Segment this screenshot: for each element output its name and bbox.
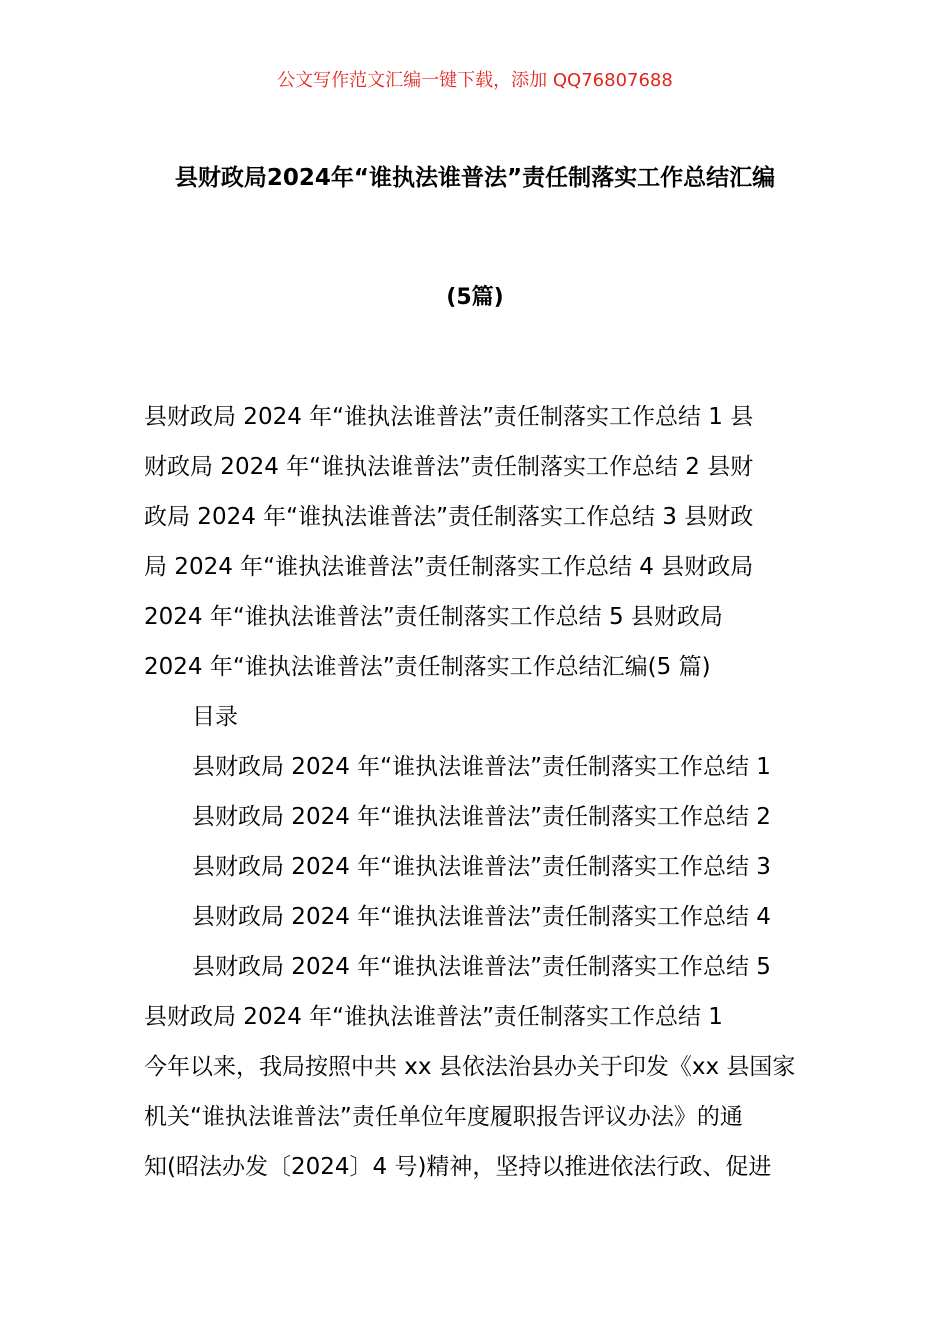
intro-line: 政局 2024 年“谁执法谁普法”责任制落实工作总结 3 县财政: [144, 504, 754, 530]
toc-item: 县财政局 2024 年“谁执法谁普法”责任制落实工作总结 4: [192, 904, 771, 930]
article-line: 今年以来，我局按照中共 xx 县依法治县办关于印发《xx 县国家: [144, 1054, 796, 1080]
intro-paragraph: [144, 392, 808, 692]
toc-item: 县财政局 2024 年“谁执法谁普法”责任制落实工作总结 5: [192, 954, 771, 980]
toc-item: 县财政局 2024 年“谁执法谁普法”责任制落实工作总结 1: [192, 754, 771, 780]
table-of-contents: [192, 742, 808, 992]
document-subtitle: (5篇): [446, 285, 504, 310]
toc-item: 县财政局 2024 年“谁执法谁普法”责任制落实工作总结 3: [192, 854, 771, 880]
document-title: 县财政局2024年“谁执法谁普法”责任制落实工作总结汇编: [174, 165, 776, 191]
toc-heading: 目录: [192, 704, 238, 730]
intro-line: 局 2024 年“谁执法谁普法”责任制落实工作总结 4 县财政局: [144, 554, 754, 580]
article-heading: 县财政局 2024 年“谁执法谁普法”责任制落实工作总结 1: [144, 1004, 723, 1030]
intro-line: 财政局 2024 年“谁执法谁普法”责任制落实工作总结 2 县财: [144, 454, 754, 480]
header-note: 公文写作范文汇编一键下载，添加 QQ76807688: [277, 70, 673, 91]
intro-line: 县财政局 2024 年“谁执法谁普法”责任制落实工作总结 1 县: [144, 404, 754, 430]
article-body: [144, 992, 808, 1192]
intro-line: 2024 年“谁执法谁普法”责任制落实工作总结汇编(5 篇): [144, 654, 711, 680]
toc-item: 县财政局 2024 年“谁执法谁普法”责任制落实工作总结 2: [192, 804, 771, 830]
intro-line: 2024 年“谁执法谁普法”责任制落实工作总结 5 县财政局: [144, 604, 723, 630]
article-line: 知(昭法办发〔2024〕4 号)精神，坚持以推进依法行政、促进: [144, 1154, 772, 1180]
article-line: 机关“谁执法谁普法”责任单位年度履职报告评议办法》的通: [144, 1104, 743, 1130]
